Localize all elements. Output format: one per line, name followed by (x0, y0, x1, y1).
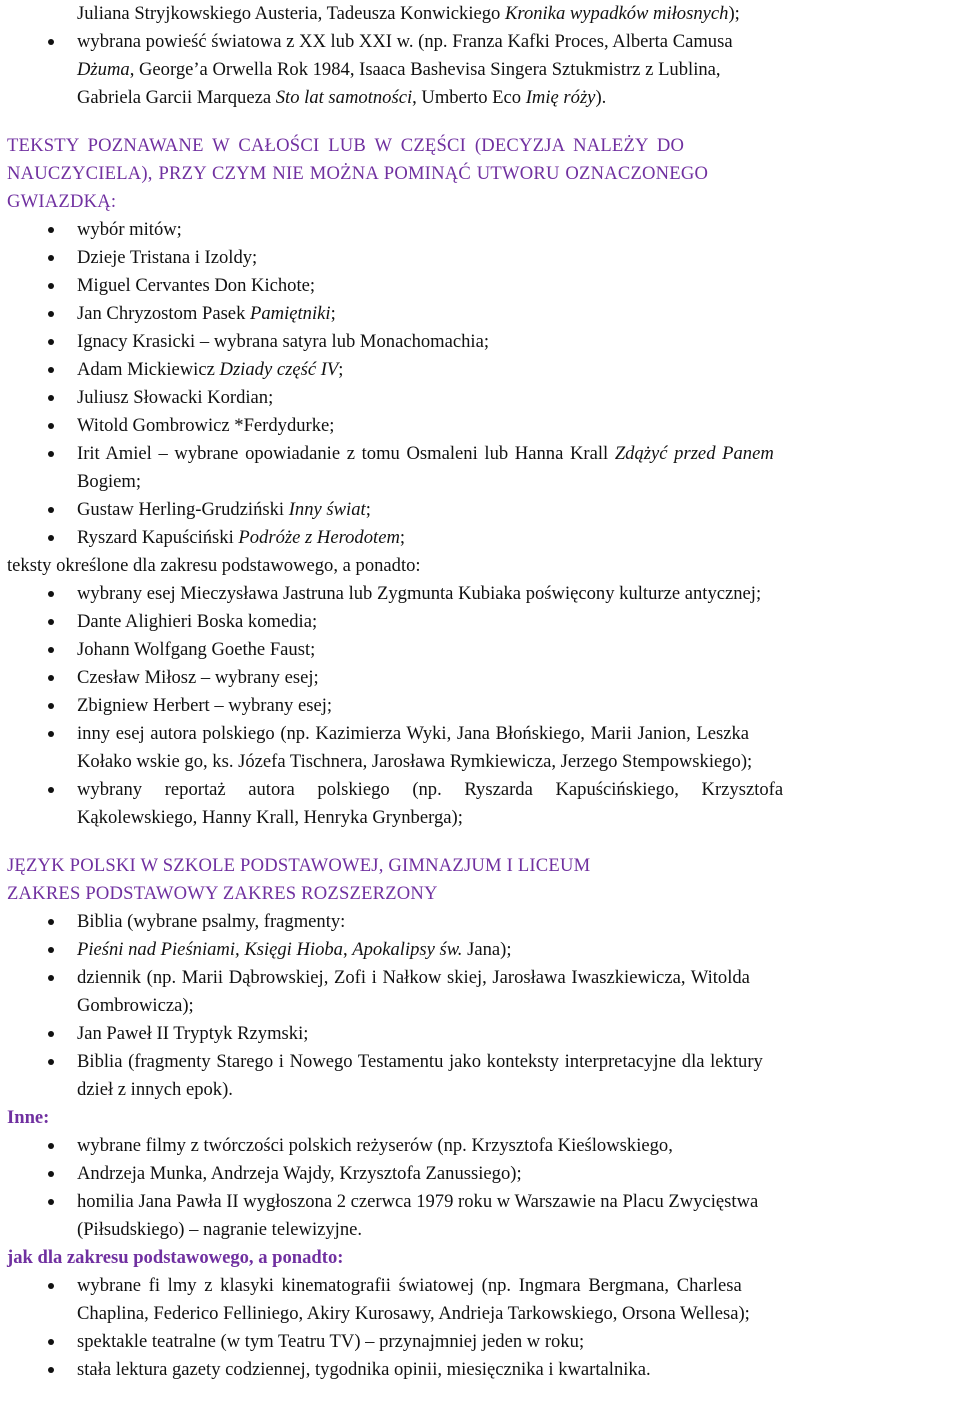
list-item: Biblia (fragmenty Starego i Nowego Testamentu jako konteksty interpretacyjne dla lektury dzieł z innych epok). (7, 1048, 952, 1104)
list-item: wybrane fi lmy z klasyki kinematografii światowej (np. Ingmara Bergmana, Charlesa Chaplina, Federico Felliniego, Akiry Kurosawy, Andrieja Tarkowskiego, Orsona Wellesa); (7, 1272, 952, 1328)
list-item: Czesław Miłosz – wybrany esej; (7, 664, 952, 692)
extended-reading-list (7, 580, 952, 832)
list-item: Zbigniew Herbert – wybrany esej; (7, 692, 952, 720)
section-heading: JĘZYK POLSKI W SZKOLE PODSTAWOWEJ, GIMNAZJUM I LICEUM ZAKRES PODSTAWOWY ZAKRES ROZSZERZONY (7, 855, 591, 904)
list-item: Ryszard Kapuściński Podróże z Herodotem; (7, 524, 952, 552)
extended-intro: teksty określone dla zakresu podstawowego, a ponadto: (7, 555, 421, 576)
list-item: Dzieje Tristana i Izoldy; (7, 244, 952, 272)
reading-list (7, 216, 952, 552)
list-item: Jan Chryzostom Pasek Pamiętniki; (7, 300, 952, 328)
list-item: Ignacy Krasicki – wybrana satyra lub Monachomachia; (7, 328, 952, 356)
list-item: wybrany reportaż autora polskiego (np. Ryszarda Kapuścińskiego, Krzysztofa Kąkolewskiego, Hanny Krall, Henryka Grynberga); (7, 776, 952, 832)
list-item: wybrana powieść światowa z XX lub XXI w. (np. Franza Kafki Proces, Alberta Camusa Dżuma, George’a Orwella Rok 1984, Isaaca Bashevisa Singera Sztukmistrz z Lublina, Gabriela Garcii Marqueza Sto lat samotności, Umberto Eco Imię róży). (7, 28, 952, 112)
list-item: Johann Wolfgang Goethe Faust; (7, 636, 952, 664)
list-item: dziennik (np. Marii Dąbrowskiej, Zofi i Nałkow skiej, Jarosława Iwaszkiewicza, Witolda Gombrowicza); (7, 964, 952, 1020)
list-item: Witold Gombrowicz *Ferdydurke; (7, 412, 952, 440)
other-label: Inne: (7, 1107, 50, 1128)
list-item: inny esej autora polskiego (np. Kazimierza Wyki, Jana Błońskiego, Marii Janion, Leszka Kołako wskie go, ks. Józefa Tischnera, Jarosława Rymkiewicza, Jerzego Stempowskiego); (7, 720, 952, 776)
list-item: wybrany esej Mieczysława Jastruna lub Zygmunta Kubiaka poświęcony kulturze antycznej; (7, 580, 952, 608)
extended-list (7, 1272, 952, 1384)
list-item: spektakle teatralne (w tym Teatru TV) – przynajmniej jeden w roku; (7, 1328, 952, 1356)
curriculum-list (7, 908, 952, 1104)
list-item: Irit Amiel – wybrane opowiadanie z tomu Osmaleni lub Hanna Krall Zdążyć przed Panem Bogiem; (7, 440, 952, 496)
list-item: wybór mitów; (7, 216, 952, 244)
list-item: Jan Paweł II Tryptyk Rzymski; (7, 1020, 952, 1048)
list-item: homilia Jana Pawła II wygłoszona 2 czerwca 1979 roku w Warszawie na Placu Zwycięstwa (Piłsudskiego) – nagranie telewizyjne. (7, 1188, 952, 1244)
other-list (7, 1132, 952, 1244)
list-item: Juliusz Słowacki Kordian; (7, 384, 952, 412)
extended-label: jak dla zakresu podstawowego, a ponadto: (7, 1247, 344, 1268)
list-item: Pieśni nad Pieśniami, Księgi Hioba, Apokalipsy św. Jana); (7, 936, 952, 964)
list-item: Biblia (wybrane psalmy, fragmenty: (7, 908, 952, 936)
list-item: Andrzeja Munka, Andrzeja Wajdy, Krzysztofa Zanussiego); (7, 1160, 952, 1188)
list-item: stała lektura gazety codziennej, tygodnika opinii, miesięcznika i kwartalnika. (7, 1356, 952, 1384)
list-item: Miguel Cervantes Don Kichote; (7, 272, 952, 300)
list-item: Dante Alighieri Boska komedia; (7, 608, 952, 636)
list-item: Adam Mickiewicz Dziady część IV; (7, 356, 952, 384)
section-heading: TEKSTY POZNAWANE W CAŁOŚCI LUB W CZĘŚCI (DECYZJA NALEŻY DO NAUCZYCIELA), PRZY CZYM NIE MOŻNA POMINĄĆ UTWORU OZNACZONEGO GWIAZDKĄ: (7, 135, 709, 212)
continued-list-item: Juliana Stryjkowskiego Austeria, Tadeusza Konwickiego Kronika wypadków miłosnych); (77, 3, 740, 24)
list-item: Gustaw Herling-Grudziński Inny świat; (7, 496, 952, 524)
list-item: wybrane filmy z twórczości polskich reżyserów (np. Krzysztofa Kieślowskiego, (7, 1132, 952, 1160)
